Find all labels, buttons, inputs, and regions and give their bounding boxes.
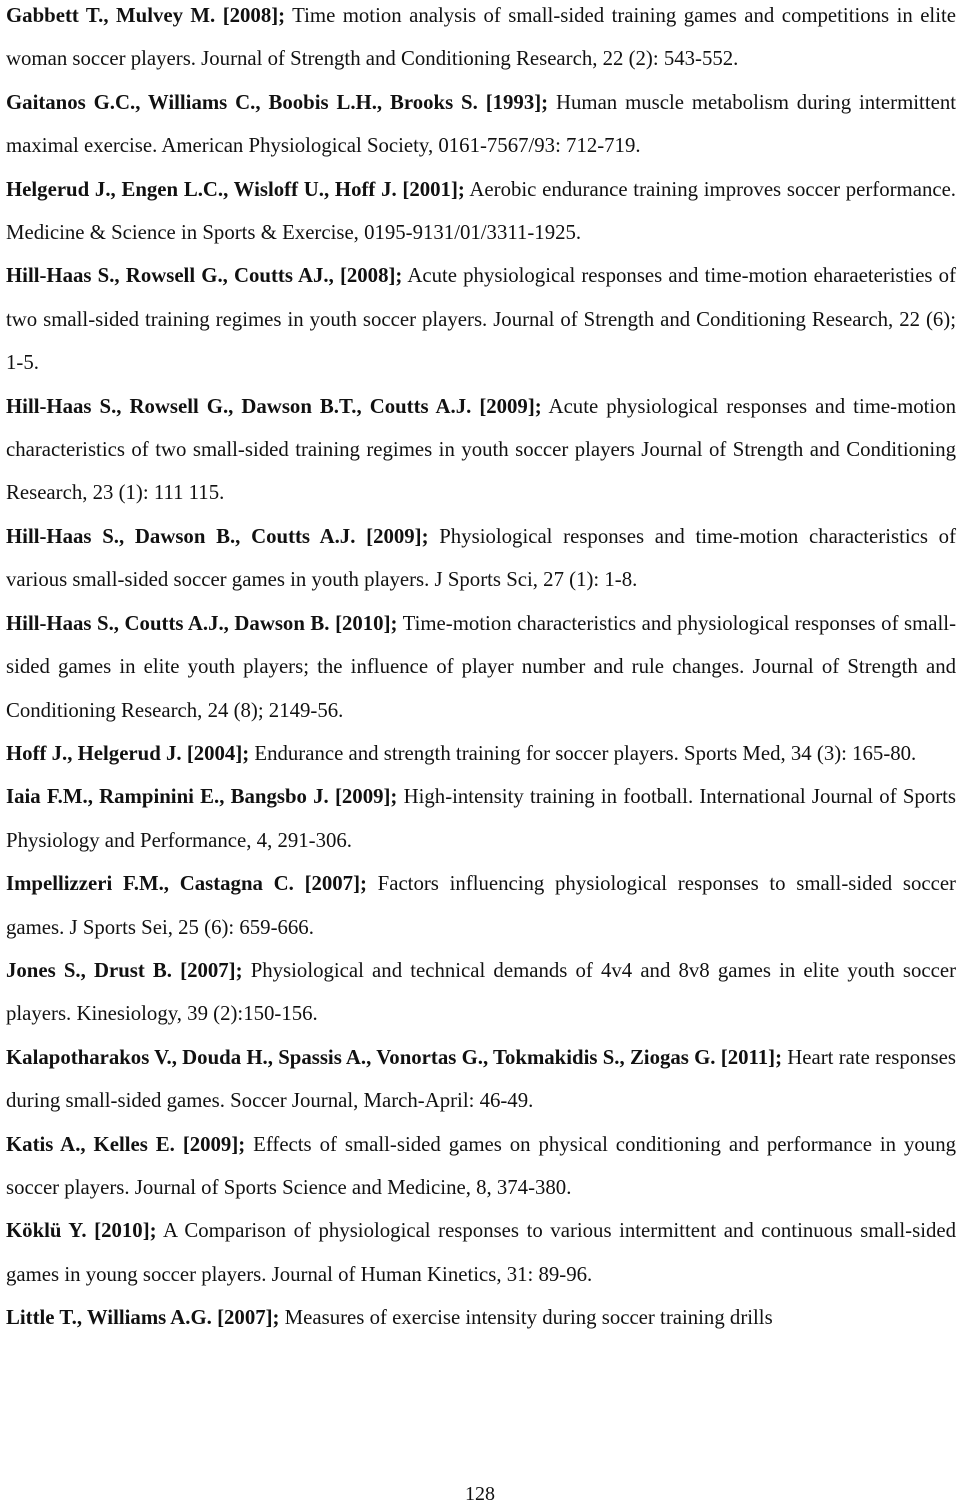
- reference-text: Endurance and strength training for soccer players. Sports Med, 34 (3): 165-80.: [254, 741, 917, 765]
- reference-entry: [6, 385, 956, 515]
- reference-authors: Köklü Y.: [6, 1219, 87, 1243]
- reference-text: Acute physiological responses and time-motion eharaeteristies of two small-sided training regimes in youth soccer players. Journal of Strength and Conditioning Research, 22 (6); 1-5.: [6, 264, 956, 375]
- reference-year: [2007];: [304, 872, 367, 896]
- reference-authors: Impellizzeri F.M., Castagna C.: [6, 872, 294, 896]
- reference-text: Effects of small-sided games on physical conditioning and performance in young soccer players. Journal of Sports Science and Medicine, 8, 374-380.: [6, 1132, 956, 1199]
- reference-text: High-intensity training in football. International Journal of Sports Physiology and Performance, 4, 291-306.: [6, 785, 957, 852]
- reference-text: Human muscle metabolism during intermittent maximal exercise. American Physiological Society, 0161-7567/93: 712-719.: [6, 90, 957, 158]
- reference-entry: [6, 0, 956, 81]
- reference-year: [2007];: [180, 958, 243, 982]
- reference-entry: [6, 1036, 956, 1123]
- reference-authors: Hill-Haas S., Dawson B., Coutts A.J.: [6, 524, 356, 548]
- reference-entry: [6, 81, 956, 168]
- reference-authors: Hill-Haas S., Coutts A.J., Dawson B.: [6, 611, 330, 635]
- reference-year: [2009];: [479, 394, 542, 418]
- reference-year: [2009];: [182, 1132, 246, 1156]
- reference-text: Aerobic endurance training improves soccer performance. Medicine & Science in Sports & Exercise, 0195-9131/01/3311-1925.: [6, 177, 957, 245]
- reference-authors: Hill-Haas S., Rowsell G., Dawson B.T., Coutts A.J.: [6, 394, 472, 418]
- reference-text: Heart rate responses during small-sided games. Soccer Journal, March-April: 46-49.: [6, 1045, 957, 1113]
- reference-text: Time motion analysis of small-sided training games and competitions in elite woman soccer players. Journal of Strength and Conditioning Research, 22 (2): 543-552.: [6, 4, 956, 71]
- reference-entry: [6, 1296, 956, 1339]
- reference-text: Physiological and technical demands of 4v4 and 8v8 games in elite youth soccer players. Kinesiology, 39 (2):150-156.: [6, 958, 957, 1026]
- reference-authors: Helgerud J., Engen L.C., Wisloff U., Hoff J.: [6, 177, 397, 201]
- reference-year: [2010];: [94, 1219, 157, 1243]
- reference-authors: Kalapotharakos V., Douda H., Spassis A., Vonortas G., Tokmakidis S., Ziogas G.: [6, 1045, 716, 1069]
- reference-text: Physiological responses and time-motion characteristics of various small-sided soccer games in youth players. J Sports Sci, 27 (1): 1-8.: [6, 524, 957, 592]
- reference-entry: [6, 254, 956, 384]
- reference-text: Factors influencing physiological responses to small-sided soccer games. J Sports Sei, 25 (6): 659-666.: [6, 872, 956, 939]
- reference-text: Measures of exercise intensity during soccer training drills: [284, 1306, 773, 1330]
- reference-entry: [6, 949, 956, 1036]
- reference-entry: [6, 775, 956, 862]
- reference-authors: Gaitanos G.C., Williams C., Boobis L.H., Brooks S.: [6, 90, 478, 114]
- reference-authors: Little T., Williams A.G.: [6, 1306, 212, 1330]
- reference-year: [2009];: [366, 524, 429, 548]
- reference-text: Time-motion characteristics and physiological responses of small-sided games in elite youth players; the influence of player number and rule changes. Journal of Strength and Conditioning Research, 24 (8); 2149-56.: [6, 611, 957, 722]
- reference-year: [2008];: [339, 264, 403, 288]
- reference-authors: Iaia F.M., Rampinini E., Bangsbo J.: [6, 785, 329, 809]
- reference-list: [6, 0, 956, 1340]
- reference-entry: [6, 862, 956, 949]
- reference-year: [1993];: [485, 90, 549, 114]
- reference-year: [2001];: [402, 177, 465, 201]
- reference-text: Acute physiological responses and time-motion characteristics of two small-sided training regimes in youth soccer players Journal of Strength and Conditioning Research, 23 (1): 111 115.: [6, 394, 956, 505]
- reference-authors: Jones S., Drust B.: [6, 958, 172, 982]
- reference-authors: Hill-Haas S., Rowsell G., Coutts AJ.,: [6, 264, 334, 288]
- page-number: 128: [465, 1483, 495, 1505]
- reference-year: [2011];: [720, 1045, 783, 1069]
- reference-year: [2004];: [186, 741, 250, 765]
- reference-year: [2009];: [334, 785, 398, 809]
- reference-entry: [6, 168, 956, 255]
- reference-authors: Hoff J., Helgerud J.: [6, 741, 182, 765]
- reference-entry: [6, 602, 956, 732]
- reference-authors: Gabbett T., Mulvey M.: [6, 4, 216, 27]
- reference-text: A Comparison of physiological responses to various intermittent and continuous small-sided games in young soccer players. Journal of Human Kinetics, 31: 89-96.: [6, 1219, 956, 1286]
- reference-year: [2010];: [335, 611, 398, 635]
- reference-entry: [6, 732, 956, 775]
- reference-year: [2007];: [217, 1306, 280, 1330]
- reference-authors: Katis A., Kelles E.: [6, 1132, 175, 1156]
- reference-entry: [6, 1209, 956, 1296]
- reference-entry: [6, 515, 956, 602]
- reference-year: [2008];: [222, 4, 286, 27]
- reference-entry: [6, 1123, 956, 1210]
